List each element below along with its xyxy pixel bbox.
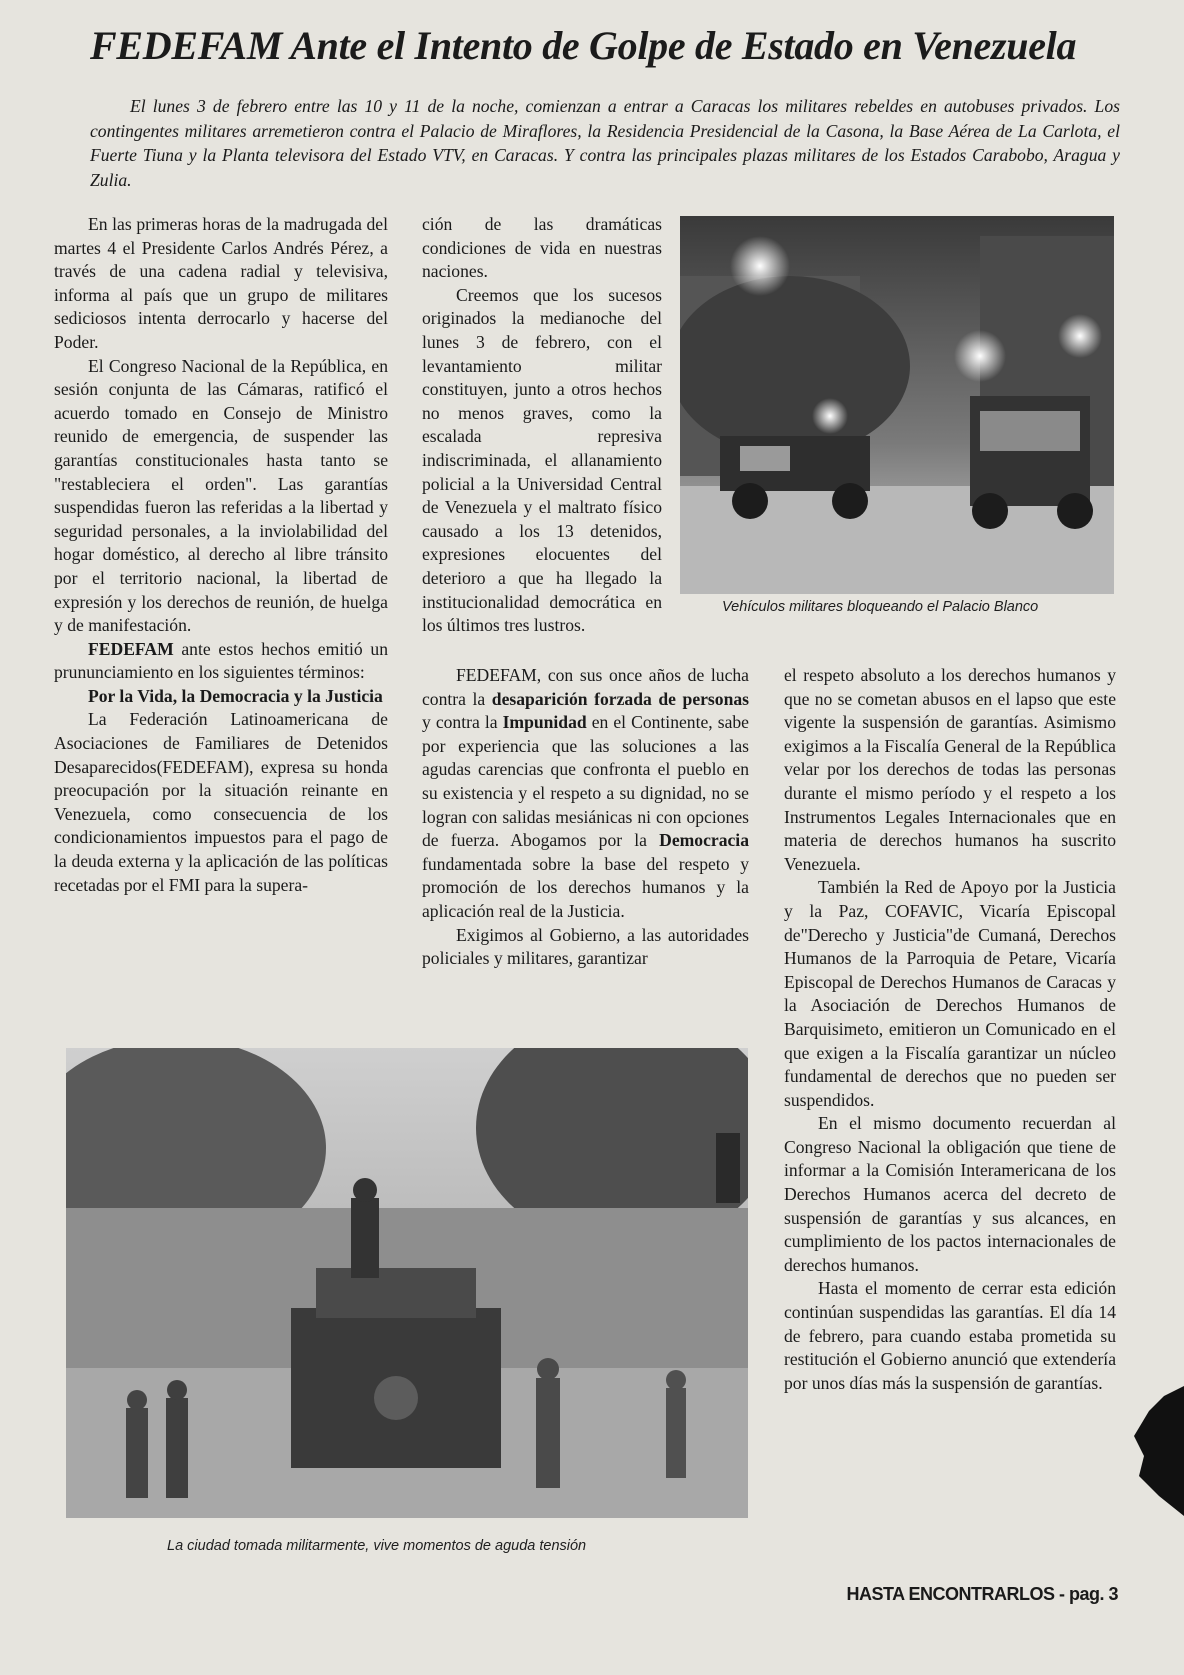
- paragraph: Exigimos al Gobierno, a las autoridades policiales y militares, garantizar: [422, 924, 749, 969]
- paragraph: En el mismo documento recuerdan al Congreso Nacional la obligación que tiene de informar a la Comisión Interamericana de los Derechos Humanos acerca del decreto de suspensión de garantías y sus alcances, en cumplimiento de los pactos internacionales de derechos humanos.: [784, 1113, 1116, 1275]
- paragraph: el respeto absoluto a los derechos humanos y que no se cometan abusos en el lapso que este vigente la suspensión de garantías. Asimismo exigimos a la Fiscalía General de la República velar por los derechos de todas las personas durante el mismo período y el respeto a los Instrumentos Legales Internacionales que en materia de derechos humanos ha suscrito Venezuela.: [784, 665, 1116, 874]
- page-footer: HASTA ENCONTRARLOS - pag. 3: [846, 1584, 1118, 1604]
- paragraph: También la Red de Apoyo por la Justicia y la Paz, COFAVIC, Vicaría Episcopal de"Derecho y Justicia"de Cumaná, Derechos Humanos de la Parroquia de Petare, Vicaría Episcopal de Derechos Humanos de Caracas y la Asociación de Derechos Humanos de Barquisimeto, emitieron un Comunicado en el que exigen a la Fiscalía garantizar un núcleo fundamental de derechos que no pueden ser suspendidos.: [784, 877, 1116, 1110]
- column-3: [784, 664, 1116, 1395]
- photo-caption: Vehículos militares bloqueando el Palacio Blanco: [722, 599, 1039, 615]
- bold-text: Democracia: [659, 830, 749, 851]
- bold-text: desaparición forzada de personas: [491, 688, 750, 709]
- section-subhead: Por la Vida, la Democracia y la Justicia: [88, 685, 383, 706]
- bold-text: FEDEFAM: [88, 638, 174, 659]
- paragraph: La Federación Latinoamericana de Asociaciones de Familiares de Detenidos Desaparecidos(FEDEFAM), expresa su honda preocupación por la situación reinante en Venezuela, como consecuencia de los condicionamientos impuestos para el pago de la deuda externa y la aplicación de las políticas recetadas por el FMI para la supera-: [54, 709, 388, 895]
- photo-city-militarized: [66, 1048, 748, 1518]
- paragraph: Hasta el momento de cerrar esta edición continúan suspendidas las garantías. El día 14 de febrero, para cuando estaba prometida su restitución el Gobierno anunció que extendería por unos días más la suspensión de garantías.: [784, 1278, 1116, 1393]
- article-headline: FEDEFAM Ante el Intento de Golpe de Estado en Venezuela: [90, 23, 1077, 68]
- paragraph: [54, 638, 388, 685]
- photo-image: [66, 1048, 748, 1518]
- bold-text: Impunidad: [502, 712, 587, 733]
- paragraph-text: en el Continente, sabe por experiencia que las soluciones a las agudas carencias que confronta el pueblo en su existencia y el respeto a su dignidad, no se logran con salidas mesiánicas ni con opciones de fuerza. Abogamos por la: [422, 712, 749, 851]
- paragraph-text: y contra la: [422, 712, 503, 733]
- column-1: [54, 213, 388, 897]
- photo-caption: La ciudad tomada militarmente, vive momentos de aguda tensión: [167, 1538, 587, 1554]
- paragraph-text: fundamentada sobre la base del respeto y promoción de los derechos humanos y la aplicación real de la Justicia.: [422, 853, 749, 921]
- paragraph: El Congreso Nacional de la República, en sesión conjunta de las Cámaras, ratificó el acuerdo tomado en Consejo de Ministro reunido de emergencia, de suspender las garantías constitucionales hasta tanto se "restableciera el orden". Las garantías suspendidas fueron las referidas a la libertad y seguridad personales, a la inviolabilidad del hogar doméstico, al derecho al libre tránsito por el territorio nacional, la libertad de expresión y los derechos de reunión, de huelga y de manifestación.: [54, 355, 388, 636]
- torn-page-edge: [1124, 1386, 1184, 1516]
- paragraph: En las primeras horas de la madrugada del martes 4 el Presidente Carlos Andrés Pérez, a través de una cadena radial y televisiva, informa al país que un grupo de militares sediciosos intenta derrocarlo y hacerse del Poder.: [54, 214, 388, 352]
- article-lead: El lunes 3 de febrero entre las 10 y 11 de la noche, comienzan a entrar a Caracas los militares rebeldes en autobuses privados. Los contingentes militares arremetieron contra el Palacio de Miraflores, la Residencia Presidencial de la Casona, la Base Aérea de La Carlota, el Fuerte Tiuna y la Planta televisora del Estado VTV, en Caracas. Y contra las principales plazas militares de los Estados Carabobo, Aragua y Zulia.: [90, 96, 1120, 190]
- paragraph: [422, 664, 749, 924]
- photo-military-vehicles: [680, 216, 1114, 594]
- column-2-top: [422, 213, 662, 638]
- paragraph-text: ante estos hechos emitió un prununciamiento en los siguientes términos:: [54, 638, 388, 683]
- paragraph: ción de las dramáticas condiciones de vida en nuestras naciones.: [422, 214, 662, 282]
- paragraph-text: FEDEFAM, con sus once años de lucha contra la: [422, 665, 749, 709]
- paragraph: Creemos que los sucesos originados la medianoche del lunes 3 de febrero, con el levantamiento militar constituyen, junto a otros hechos no menos graves, como la escalada represiva indiscriminada, el allanamiento policial a la Universidad Central de Venezuela y el maltrato físico causado a los 13 detenidos, expresiones elocuentes del deterioro a que ha llegado la institucionalidad democrática en los últimos tres lustros.: [422, 284, 662, 636]
- photo-image: [680, 216, 1114, 594]
- column-2-bottom: [422, 664, 749, 971]
